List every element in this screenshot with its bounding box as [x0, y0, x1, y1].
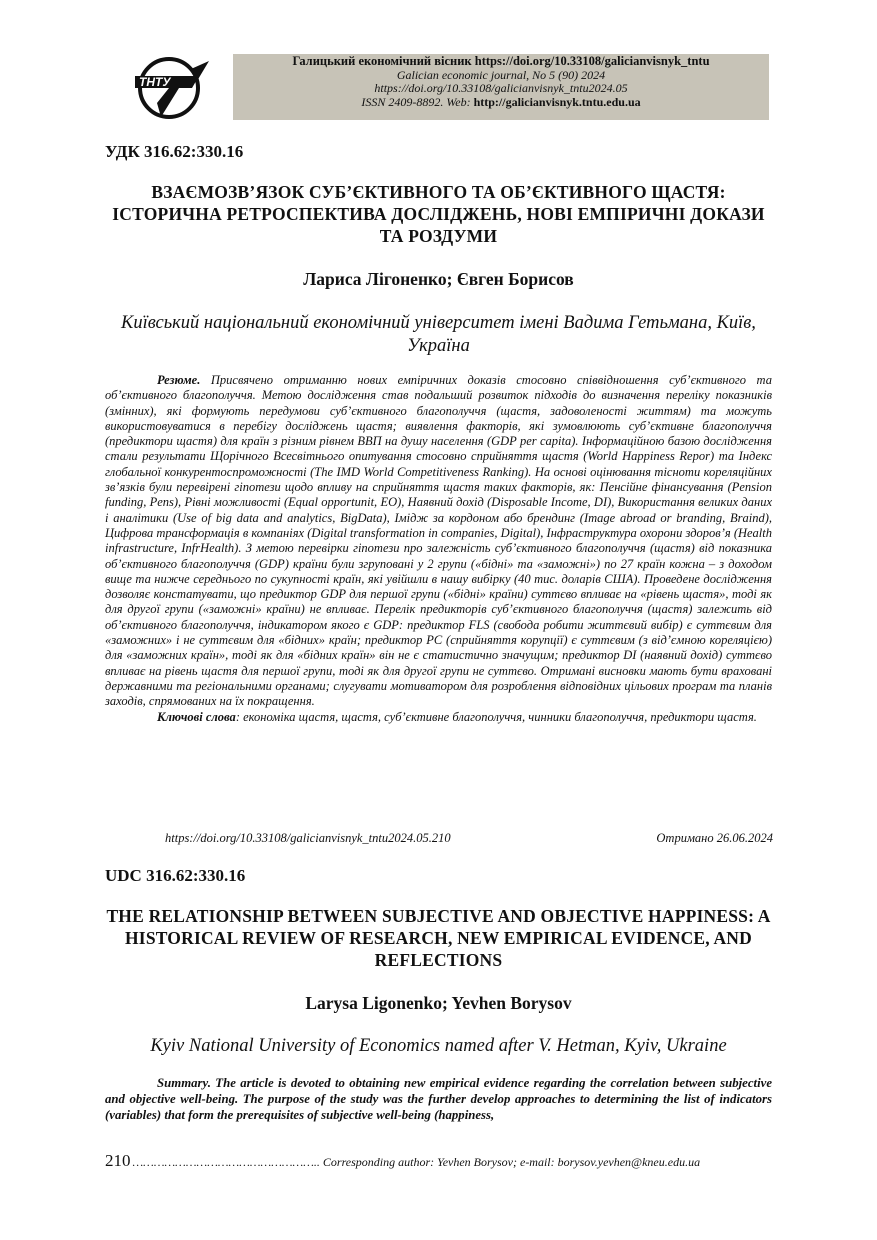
summary-label: Summary.: [157, 1076, 211, 1090]
keywords-label: Ключові слова: [157, 709, 236, 724]
abstract-ua: [105, 373, 772, 725]
affiliation-ua: Київський національний економічний університет імені Вадима Гетьмана, Київ, Україна: [121, 313, 756, 356]
svg-text:ТНТУ: ТНТУ: [139, 75, 171, 89]
summary-en: [105, 1075, 772, 1123]
abstract-label: Резюме.: [157, 373, 201, 387]
tntu-logo-icon: [133, 51, 211, 121]
udc-ua: УДК 316.62:330.16: [105, 142, 244, 161]
title-ua: ВЗАЄМОЗВ’ЯЗОК СУБ’ЄКТИВНОГО ТА ОБ’ЄКТИВНОГО ЩАСТЯ: ІСТОРИЧНА РЕТРОСПЕКТИВА ДОСЛІДЖЕНЬ, НОВІ ЕМПІРИЧНІ ДОКАЗИ ТА РОЗДУМИ: [112, 182, 765, 246]
journal-info-box: [233, 54, 769, 120]
doi-received-line: [165, 831, 773, 846]
footer-dots: ……………………………………………..: [132, 1155, 320, 1169]
journal-issn: ISSN 2409-8892. Web: http://galicianvisnyk.tntu.edu.ua: [361, 94, 641, 109]
summary-text: The article is devoted to obtaining new empirical evidence regarding the correlation between subjective and objective well-being. The purpose of the study was the further develop approaches to determining the list of indicators (variables) that form the prerequisites of subjective well-being (happiness,: [105, 1076, 773, 1122]
authors-en: Larysa Ligonenko; Yevhen Borysov: [305, 993, 572, 1013]
authors-ua: Лариса Лігоненко; Євген Борисов: [303, 269, 574, 289]
abstract-text: Присвячено отриманню нових емпіричних доказів стосовно співвідношення суб’єктивного та об’єктивного благополуччя. Метою дослідження став подальший розвиток підходів до визначення переліку показників (змінних), які формують передумови суб’єктивного благополуччя (щастя, задоволеності життям) та можуть використовуватися в перебігу досліджень щастя; виявлення факторів, які зумовлюють суб’єктивне благополуччя (предиктори щастя) для країн з різним рівнем ВВП на душу населення (GDP per capita). Інформаційною базою дослідження стали результати Щорічного Всесвітнього опитування стосовно сприйняття щастя (World Happiness Repor) та Індекс глобальної конкурентоспроможності (The IMD World Competitiveness Ranking). На основі оцінювання тісноти кореляційних зв’язків були перевірені гіпотези щодо впливу на сприйняття щастя таких факторів, як: Пенсійне фінансування (Pension funding, Pens), Рівні можливості (Equal opportunit, EO), Наявний дохід (Disposable Income, DI), Використання великих даних і аналітики (Use of big data and analytics, BigData), Імідж за кордоном або брендинг (Image abroad or branding, Braind), Цифрова трансформація в компаніях (Digital transformation in companies, Digital), Інфраструктура охорони здоров’я (Health infrastructure, InfrHealth). З метою перевірки гіпотези про залежність суб’єктивного благополуччя (щастя) від показника об’єктивного благополуччя (GDP) країни були згруповані у 2 групи («бідні» та «заможні») по 27 країн кожна – з доходом вище та нижче середнього по сукупності країн, які увійшли в нашу вибірку (40 тис. доларів США). Проведене дослідження дозволяє констатувати, що предиктор GDP для першої групи («бідні» країни) суттєво впливає на «рівень щастя», тоді як для другої групи («заможні» країни) не впливає. Перелік предикторів суб’єктивного благополуччя (щастя) залежить від об’єктивного благополуччя, індикатором якого є GDP: предиктор FLS (свобода робити життєвий вибір) є суттєвим для «заможних» і не суттєвим для «бідних» країн; предиктор PC (сприйняття корупції) є суттєвим (з від’ємною кореляцією) для «заможних країн», тоді як для «бідних країн» він не є статистично значущим; предиктор DI (наявний дохід) суттєво впливає на рівень щастя для першої групи, тоді як для другої групи не суттєво. Отримані висновки мають бути враховані державними та регіональними органами; слугувати мотиватором для розроблення відповідних цільових програм та планів заходів, спрямованих на їх покращення.: [105, 373, 772, 709]
received-date: Отримано 26.06.2024: [656, 831, 773, 845]
udc-en: UDC 316.62:330.16: [105, 866, 246, 885]
corresponding-author: Corresponding author: Yevhen Borysov; e-mail: borysov.yevhen@kneu.edu.ua: [319, 1155, 701, 1169]
article-doi[interactable]: https://doi.org/10.33108/galicianvisnyk_tntu2024.05.210: [165, 831, 451, 845]
journal-issue-doi: https://doi.org/10.33108/galicianvisnyk_tntu2024.05: [374, 81, 628, 95]
journal-title-ua: Галицький економічний вісник https://doi.org/10.33108/galicianvisnyk_tntu: [292, 54, 710, 68]
page-number: 210: [105, 1151, 131, 1170]
keywords-text: : економіка щастя, щастя, суб’єктивне благополуччя, чинники благополуччя, предиктори щастя.: [235, 709, 757, 724]
page-footer: [105, 1151, 775, 1171]
title-en: THE RELATIONSHIP BETWEEN SUBJECTIVE AND OBJECTIVE HAPPINESS: A HISTORICAL REVIEW OF RESEARCH, NEW EMPIRICAL EVIDENCE, AND REFLECTIONS: [106, 906, 771, 970]
journal-title-en: Galician economic journal, No 5 (90) 2024: [396, 67, 606, 82]
journal-web-link[interactable]: http://galicianvisnyk.tntu.edu.ua: [473, 94, 641, 109]
affiliation-en: Kyiv National University of Economics named after V. Hetman, Kyiv, Ukraine: [150, 1036, 727, 1056]
